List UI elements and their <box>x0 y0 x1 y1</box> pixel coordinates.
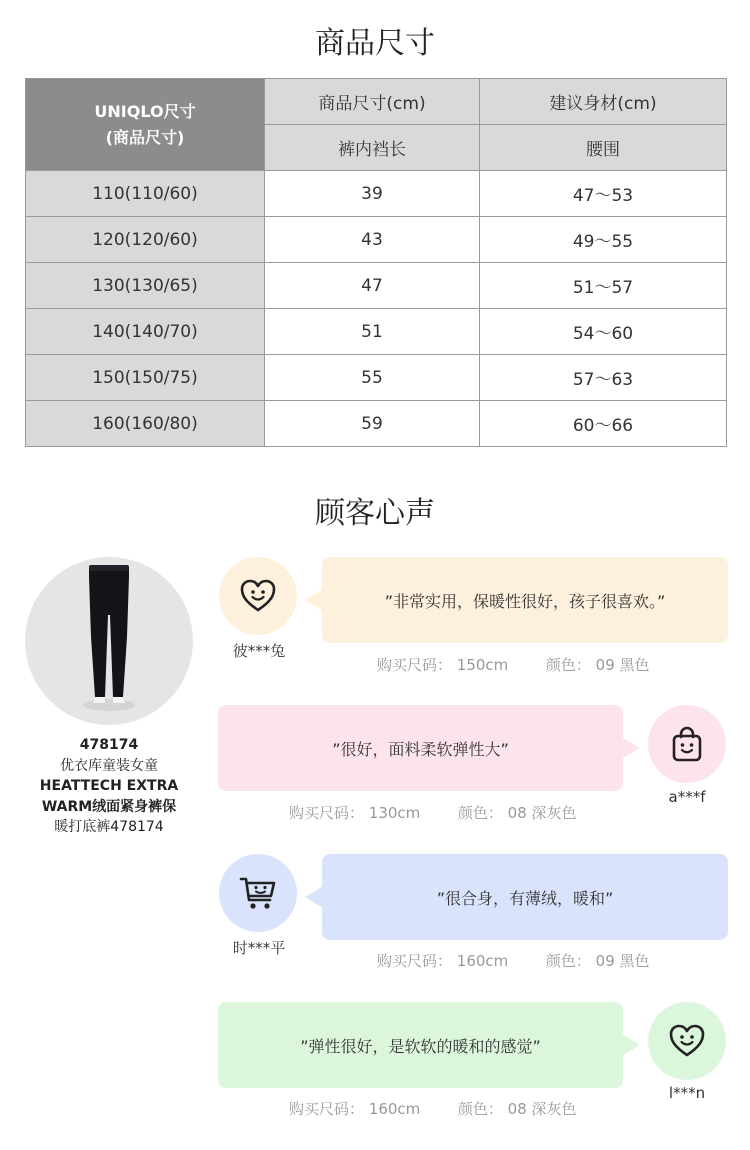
shopping-cart-icon <box>238 873 278 913</box>
bubble-tail <box>622 737 640 759</box>
color-value: 09 黑色 <box>595 952 650 970</box>
subheader-waist: 腰围 <box>480 125 727 171</box>
size-table <box>25 78 727 447</box>
color-label: 颜色： <box>457 1100 503 1118</box>
product-name-line: HEATTECH EXTRA <box>39 778 179 794</box>
heart-smile-icon <box>238 576 278 616</box>
inseam-cell: 55 <box>265 355 480 401</box>
color-label: 颜色： <box>545 952 591 970</box>
review-text: ”很好，面料柔软弹性大” <box>332 739 509 759</box>
inseam-cell: 39 <box>265 171 480 217</box>
review-avatar <box>648 1002 726 1080</box>
size-value: 130cm <box>368 804 421 822</box>
bubble-tail <box>305 886 323 908</box>
size-value: 150cm <box>456 656 509 674</box>
bubble-tail <box>622 1034 640 1056</box>
col-header-body-size: 建议身材(cm) <box>480 79 727 125</box>
review-bubble <box>322 854 728 940</box>
inseam-cell: 47 <box>265 263 480 309</box>
size-cell: 120(120/60) <box>26 217 265 263</box>
color-label: 颜色： <box>457 804 503 822</box>
size-value: 160cm <box>368 1100 421 1118</box>
review-username: 时***平 <box>232 939 286 957</box>
color-value: 08 深灰色 <box>507 1100 577 1118</box>
review-username: l***n <box>668 1084 706 1102</box>
size-label: 购买尺码： <box>289 804 365 822</box>
shopping-bag-icon <box>667 724 707 764</box>
table-row <box>26 263 727 309</box>
size-cell: 140(140/70) <box>26 309 265 355</box>
corner-line-1: UNIQLO尺寸 <box>94 101 196 121</box>
review-section-title: 顾客心声 <box>315 496 435 531</box>
color-label: 颜色： <box>545 656 591 674</box>
size-cell: 130(130/65) <box>26 263 265 309</box>
waist-cell: 54～60 <box>480 309 727 355</box>
review-avatar <box>219 854 297 932</box>
table-row <box>26 217 727 263</box>
size-value: 160cm <box>456 952 509 970</box>
subheader-inseam: 裤内裆长 <box>265 125 480 171</box>
review-text: ”很合身，有薄绒，暖和” <box>436 888 614 908</box>
review-avatar <box>219 557 297 635</box>
table-row <box>26 355 727 401</box>
product-name-line: WARM绒面紧身裤保 <box>41 798 177 815</box>
color-value: 08 深灰色 <box>507 804 577 822</box>
bubble-tail <box>305 589 323 611</box>
product-code: 478174 <box>79 737 139 753</box>
size-label: 购买尺码： <box>289 1100 365 1118</box>
review-username: a***f <box>668 788 706 806</box>
size-corner-header <box>26 79 265 171</box>
leggings-icon <box>25 557 193 725</box>
table-row <box>26 309 727 355</box>
color-value: 09 黑色 <box>595 656 650 674</box>
product-name-line: 暖打底裤478174 <box>54 819 164 835</box>
review-text: ”弹性很好，是软软的暖和的感觉” <box>300 1036 541 1056</box>
product-info <box>20 735 198 838</box>
review-meta <box>289 1098 577 1119</box>
waist-cell: 49～55 <box>480 217 727 263</box>
review-bubble <box>218 705 623 791</box>
product-name-line: 优衣库童装女童 <box>60 757 158 774</box>
size-label: 购买尺码： <box>377 952 453 970</box>
inseam-cell: 43 <box>265 217 480 263</box>
review-meta <box>289 802 577 823</box>
inseam-cell: 59 <box>265 401 480 447</box>
size-section-title: 商品尺寸 <box>315 26 435 61</box>
waist-cell: 47～53 <box>480 171 727 217</box>
table-row <box>26 171 727 217</box>
waist-cell: 60～66 <box>480 401 727 447</box>
inseam-cell: 51 <box>265 309 480 355</box>
review-meta <box>377 654 650 675</box>
waist-cell: 51～57 <box>480 263 727 309</box>
review-meta <box>377 950 650 971</box>
review-text: ”非常实用，保暖性很好，孩子很喜欢。” <box>384 591 666 611</box>
corner-line-2: (商品尺寸) <box>105 127 185 147</box>
size-cell: 110(110/60) <box>26 171 265 217</box>
review-username: 彼***兔 <box>232 642 286 660</box>
review-avatar <box>648 705 726 783</box>
heart-smile-icon <box>667 1021 707 1061</box>
review-bubble <box>322 557 728 643</box>
size-cell: 150(150/75) <box>26 355 265 401</box>
review-bubble <box>218 1002 623 1088</box>
product-image[interactable] <box>25 557 193 725</box>
waist-cell: 57～63 <box>480 355 727 401</box>
table-row <box>26 401 727 447</box>
size-label: 购买尺码： <box>377 656 453 674</box>
size-cell: 160(160/80) <box>26 401 265 447</box>
col-header-product-size: 商品尺寸(cm) <box>265 79 480 125</box>
